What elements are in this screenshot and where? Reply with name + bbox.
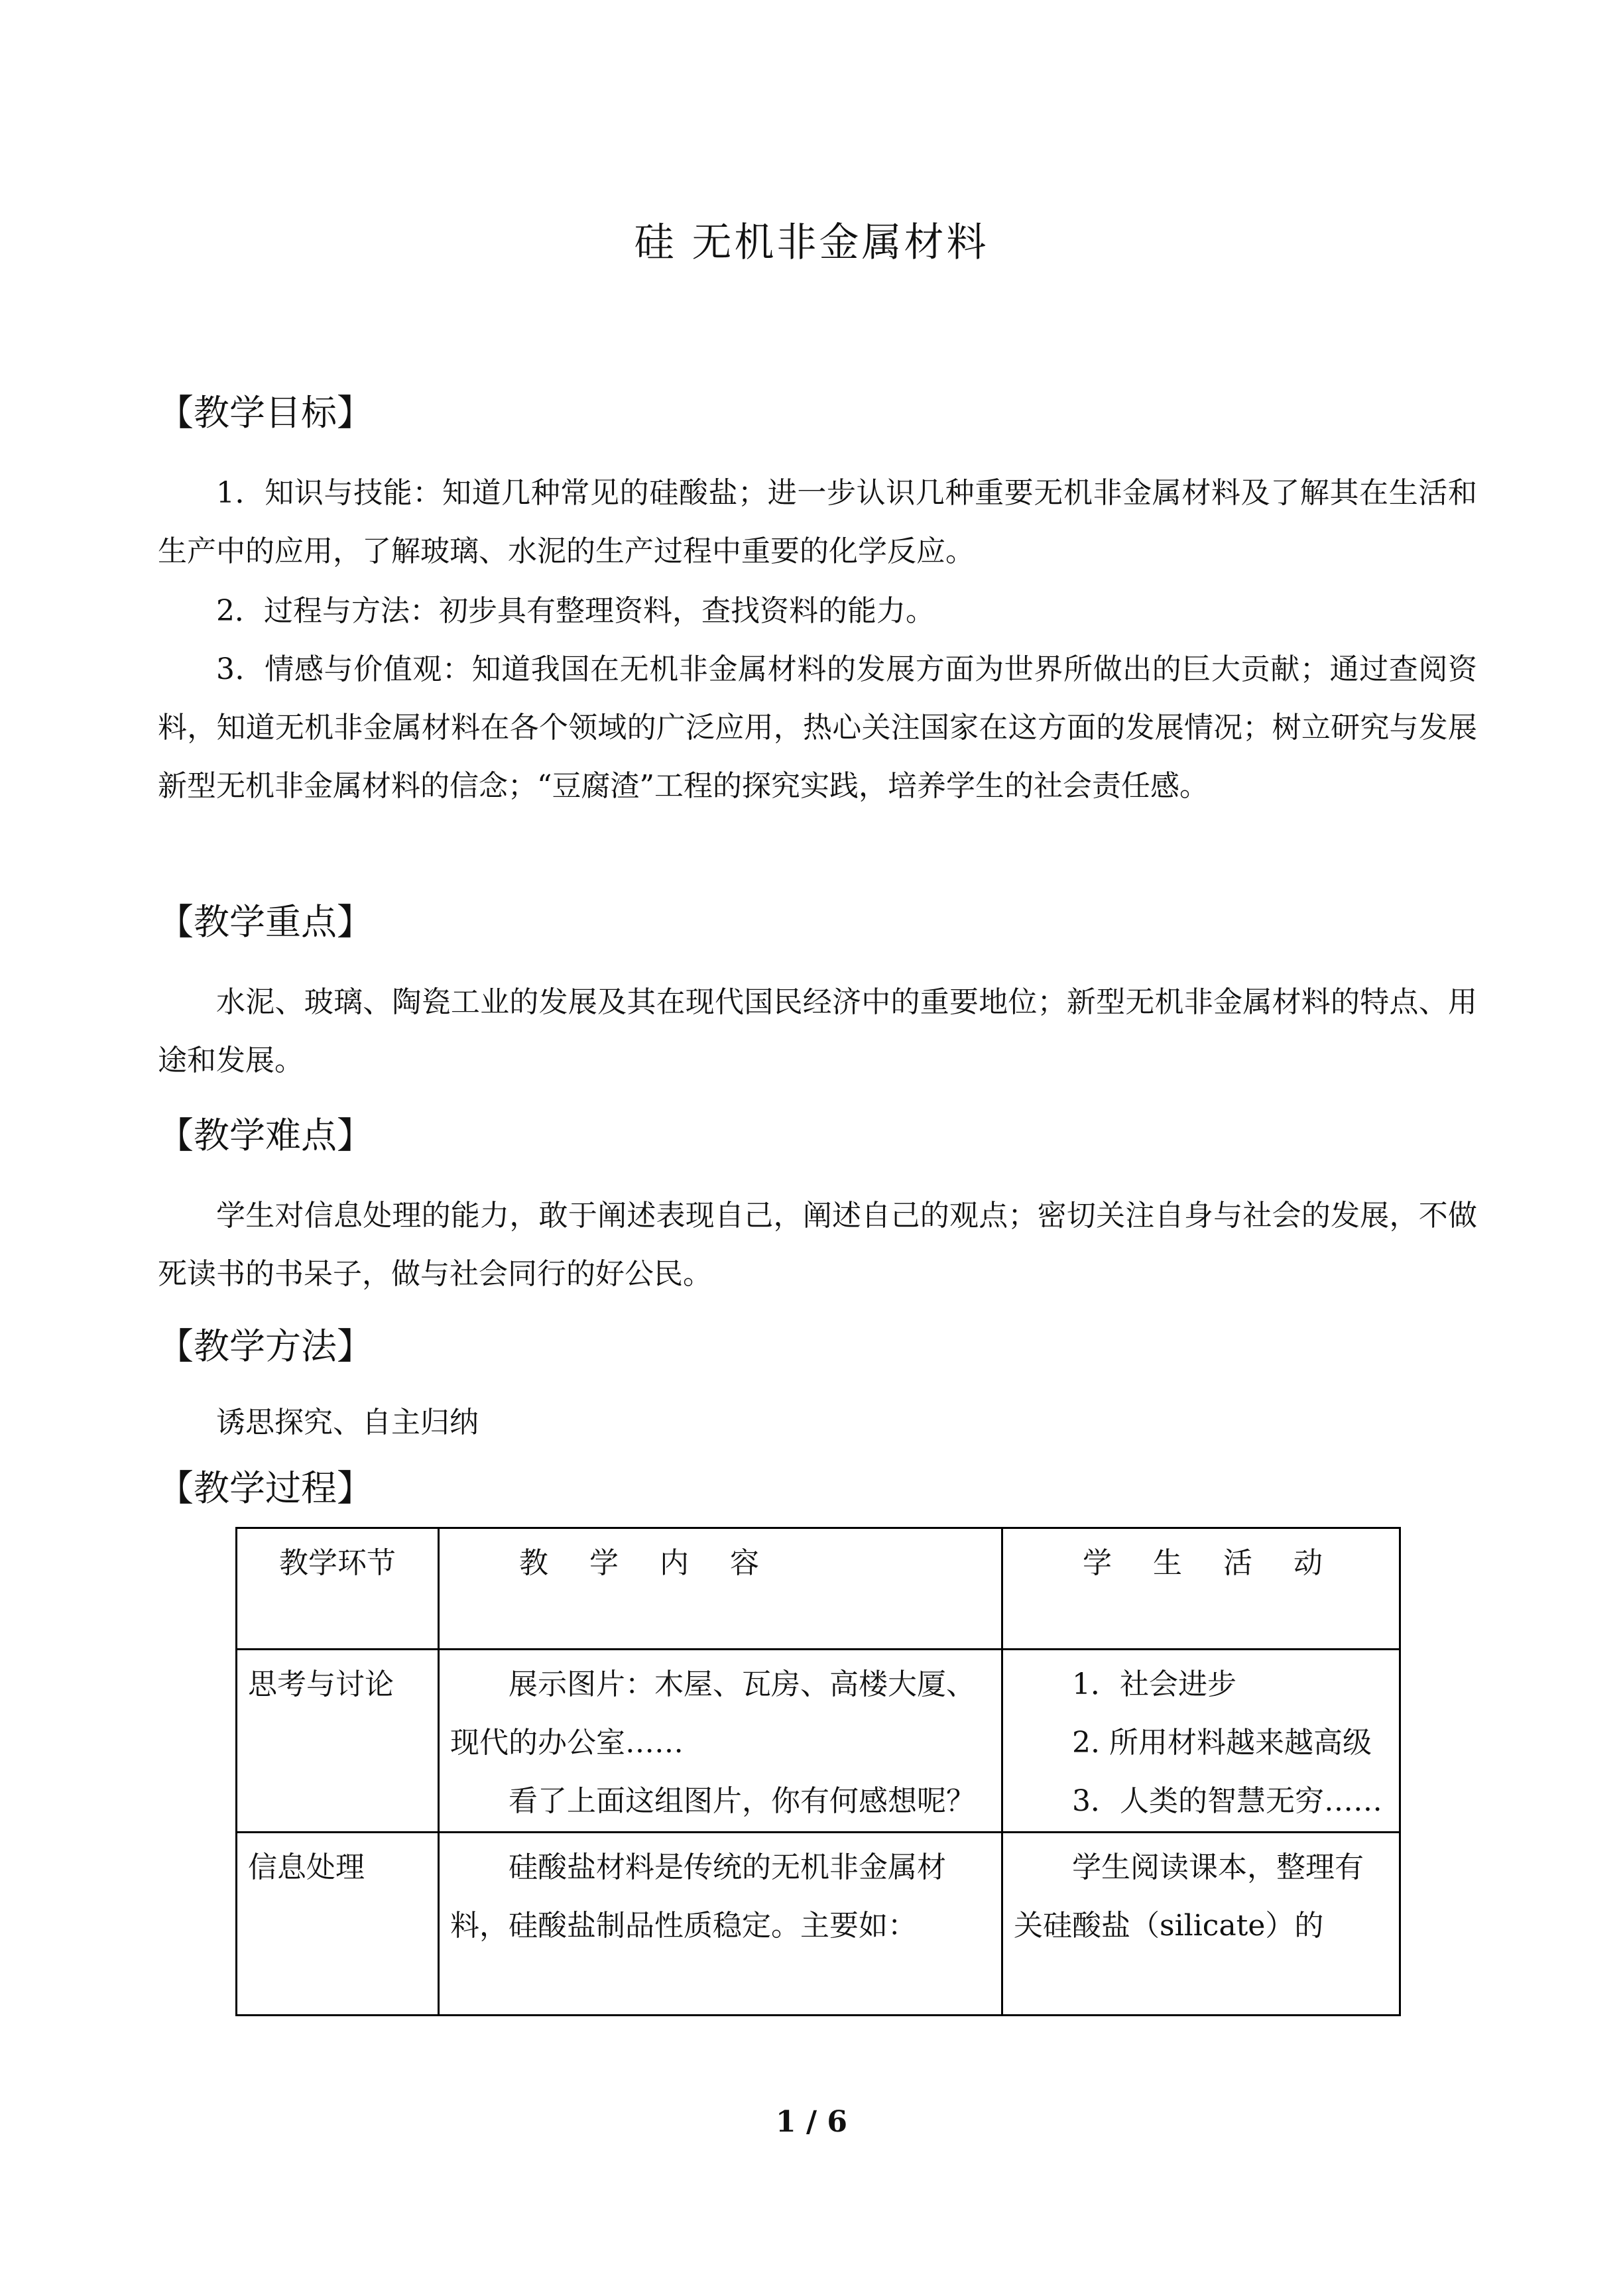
table-row	[237, 1650, 1400, 1833]
header-activity-label: 学 生 活 动	[1083, 1546, 1339, 1580]
row2-activity	[1002, 1833, 1400, 2016]
page-number: 1 / 6	[776, 2105, 847, 2139]
header-content-label: 教 学 内 容	[519, 1546, 775, 1580]
row2-activity-line-1: 学生阅读课本，整理有关硅酸盐（silicate）的	[1014, 1850, 1364, 1943]
header-stage-label: 教学环节	[279, 1546, 396, 1580]
row1-activity	[1002, 1650, 1400, 1833]
heading-teaching-goals: 【教学目标】	[158, 392, 373, 434]
key-points-paragraph: 水泥、玻璃、陶瓷工业的发展及其在现代国民经济中的重要地位；新型无机非金属材料的特点、用途和发展。	[158, 985, 1477, 1077]
row2-stage: 信息处理	[237, 1833, 439, 2016]
heading-key-points: 【教学重点】	[158, 901, 373, 943]
heading-teaching-method: 【教学方法】	[158, 1325, 373, 1367]
document-title: 硅 无机非金属材料	[634, 219, 989, 266]
row1-activity-line-1: 1．社会进步	[1072, 1667, 1236, 1701]
row1-content-line-1: 展示图片：木屋、瓦房、高楼大厦、现代的办公室……	[450, 1667, 975, 1760]
row2-content	[439, 1833, 1002, 2016]
row1-activity-line-3: 3．人类的智慧无穷……	[1072, 1784, 1382, 1818]
goals-paragraph-2: 2．过程与方法：初步具有整理资料，查找资料的能力。	[216, 594, 935, 628]
row1-activity-line-2: 2. 所用材料越来越高级	[1072, 1726, 1372, 1760]
table-row	[237, 1833, 1400, 2016]
header-content	[439, 1528, 1002, 1650]
teaching-process-table	[235, 1527, 1401, 2016]
header-activity	[1002, 1528, 1400, 1650]
goals-paragraph-1: 1．知识与技能：知道几种常见的硅酸盐；进一步认识几种重要无机非金属材料及了解其在生活和生产中的应用，了解玻璃、水泥的生产过程中重要的化学反应。	[158, 476, 1477, 568]
row1-content-line-2: 看了上面这组图片，你有何感想呢？	[509, 1784, 975, 1818]
goals-paragraph-3: 3．情感与价值观：知道我国在无机非金属材料的发展方面为世界所做出的巨大贡献；通过查阅资料，知道无机非金属材料在各个领域的广泛应用，热心关注国家在这方面的发展情况；树立研究与发展新型无机非金属材料的信念；“豆腐渣”工程的探究实践，培养学生的社会责任感。	[158, 652, 1477, 803]
method-paragraph: 诱思探究、自主归纳	[216, 1406, 479, 1439]
row2-content-line-1: 硅酸盐材料是传统的无机非金属材料，硅酸盐制品性质稳定。主要如：	[450, 1850, 946, 1943]
header-stage	[237, 1528, 439, 1650]
row1-stage: 思考与讨论	[237, 1650, 439, 1833]
difficulties-paragraph: 学生对信息处理的能力，敢于阐述表现自己，阐述自己的观点；密切关注自身与社会的发展，不做死读书的书呆子，做与社会同行的好公民。	[158, 1199, 1477, 1291]
table-header-row	[237, 1528, 1400, 1650]
heading-difficulties: 【教学难点】	[158, 1115, 373, 1156]
row1-content	[439, 1650, 1002, 1833]
heading-teaching-process: 【教学过程】	[158, 1467, 373, 1509]
